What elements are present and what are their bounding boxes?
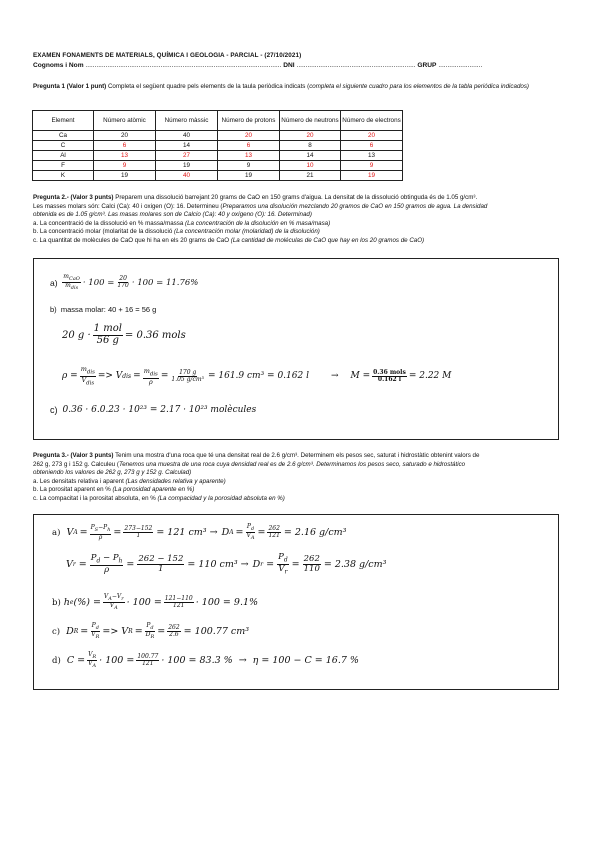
ans3-va-num: P [90,524,95,532]
table-cell: 19 [94,171,156,181]
ans3-da-frac2-num: 262 [268,525,280,533]
ans2-rho-den2: ρ [148,377,153,386]
ans3-he-times: · 100 = [126,597,162,609]
ans2-a-den-sub: dis [70,285,79,292]
ans3-va-frac2 [123,526,153,540]
ans2-a-frac-den: 170 [117,282,129,290]
ans3-he-num-mid: −V [111,593,122,600]
ans3-dr-lhs-sub: r [260,560,264,568]
q2-line2-es: Preparamos una disolución mezclando 20 gramos de CaO en 150 gramos de agua. La densidad [222,202,488,210]
ans3-va-num-s: S [94,527,99,534]
ans3-va-result: = 121 cm³ → [156,527,218,539]
q2-line1: Preparem una dissolució barrejant 20 grams de CaO en 150 grams d'aigua. La densitat de la dissolució obtinguda és de 1.05 g/cm³. [115,194,478,201]
table-cell-answer: 6 [218,141,280,151]
table-cell: 8 [280,141,341,151]
table-cell: F [33,161,94,171]
table-cell: 20 [94,131,156,141]
ans3-he-frac2-den: 121 [173,602,185,610]
ans3-dR-den: V [91,631,96,639]
q1-text-es: completa el siguiente cuadro para los elementos de la tabla periódica indicados) [309,83,529,90]
ans3-C-num: V [88,651,93,658]
ans3-dr-num-sub: d [283,556,288,564]
ans2-b-result: = 0.36 mols [124,329,186,341]
group-label: GRUP [417,62,437,69]
ans2-rho-frac3-num: 170 g [179,368,197,376]
ans3-dr-frac2-den: 110 [303,563,320,574]
ans3-vr-frac2-den: 1 [158,563,164,574]
ans3-da-den: V [246,532,251,540]
ans3-dr-lhs: D [252,558,261,570]
ans3-va-frac [90,525,112,541]
ans2-rho-frac2 [143,368,159,386]
q3-line3-es: obteniendo los valores de 262 g, 273 g y 152 g. Calculad) [33,469,192,477]
ans2-rho-num: m [80,365,87,373]
ans3-da-num-sub: d [250,526,255,533]
student-info-line: Cognoms i Nom ........................................................................................................... DNI ................................................................. GRUP ........................ [33,62,483,69]
ans3-da-result: = 2.16 g/cm³ [283,527,347,539]
ans3-he-num: V [103,593,109,600]
ans3-dR-num: P [91,622,96,629]
ans3-he-num-sub1: A [108,596,112,603]
ans2-a-frac [62,274,81,292]
ans2-rho-mid: => V [97,371,123,382]
ans2-arrow: → [330,371,339,382]
ans3-dr-frac2-num: 262 [303,554,320,565]
q3-title: Pregunta 3.- (Valor 3 punts) [33,452,114,459]
ans2-a-num-sub: CaO [69,276,80,283]
ans3-da-lhs-sub: A [229,529,234,537]
ans2-molar-den: 0.162 l [377,375,402,383]
ans3-eq: = [79,527,88,539]
table-header-row [33,111,403,131]
table-header: Element [33,111,94,131]
ans2-rho-frac3-den: 1.05 g/cm³ [171,375,204,383]
ans2-rho-den: V [81,375,87,384]
ans3-dR-num2-sub: d [150,625,154,632]
ans3-dr-num: P [278,552,284,562]
q3-item-a-es: (Las densidades relativa y aparente) [125,477,226,485]
ans3-vr-frac2 [137,555,184,574]
q3-line2: 262 g, 273 g i 152 g. Calculeu ( [33,460,119,468]
table-cell: Ca [33,131,94,141]
table-cell-answer: 10 [280,161,341,171]
ans3-C-result: · 100 = 83.3 % [161,655,233,667]
table-cell: Al [33,151,94,161]
ans3-he-frac2 [164,596,194,610]
ans3-dR-frac2 [145,623,156,641]
ans2-b-frac [93,324,123,346]
ans3-vr-lhs-sub: r [72,560,76,568]
ans3-dR-den2: D [145,631,151,639]
table-cell: 21 [280,171,341,181]
ans3-vr-num-d: d [96,557,101,565]
ans3-he-den: V [109,602,115,610]
ans3-C-frac2 [136,654,159,668]
ans3-dR-den2-sub: R [150,634,155,641]
ans3-vr: V r = $\frac{P_d - P_h}{\rho}$ = $\frac{262 - 152}{1}$ = 110 cm³ → D r = $\frac{P_d}{V_r}$ = $\frac{262}{110}$ = 2.38 g/cm³ [66,552,387,576]
ans2-b-label: b) [50,305,57,314]
q2-item-b-es: (La concentración molar (molaridad) de la disolución) [174,228,320,236]
ans3-vr-num: P [90,553,97,564]
ans2-c-label: c) [50,405,58,415]
table-row [33,171,403,181]
q3-line1: Tenim una mostra d'una roca que té una densitat real de 2.6 g/cm³. Determinem els pesos sec, saturat i hidrostàtic obtenint valors de [115,452,480,459]
table-cell-answer: 27 [156,151,218,161]
ans3-C-den-sub: A [92,663,97,670]
table-cell: 9 [218,161,280,171]
table-cell: 19 [218,171,280,181]
ans3-he-result: · 100 = 9.1% [195,597,259,609]
table-row [33,161,403,171]
ans3-dR-mid: => V [102,626,129,638]
ans2-rho: ρ = $\frac{m_{dis}}{V_{dis}}$ => V dis = $\frac{m_{dis}}{\rho}$ = $\frac{170 g}{\text{1.05 g/cm³}}$ = 161.9 cm³ = 0.162 l → M = $\frac{\text{0.36 mols}}{0.162 l}$ = 2.22 M [62,365,452,387]
ans2-c [50,405,256,415]
ans3-da-den-sub: A [250,535,255,542]
q3-line2-es: Tenemos una muestra de una roca cuya densidad real es de 2.6 g/cm³. Determinamos los pesos seco, saturado e hidrostático [119,460,466,468]
q3-item-b-es: (La porosidad aparente en %) [112,486,195,494]
table-cell-answer: 19 [341,171,403,181]
table-cell-answer: 20 [280,131,341,141]
ans3-d-label: d) [52,655,61,666]
ans3-dR-mid-sub: R [128,628,133,636]
q1-title: Pregunta 1 (Valor 1 punt) [33,83,107,90]
ans3-dR-frac3-den: 2.6 [169,631,179,639]
ans2-a-times: · 100 = [82,277,115,288]
ans2-rho-eq: = [133,371,141,382]
ans3-vr-frac2-num: 262 − 152 [138,554,184,565]
ans2-b-text: massa molar: 40 + 16 = 56 g [60,305,157,314]
ans3-C-frac [87,652,97,670]
q2-item-a: a. La concentració de la dissolució en % massa/massa [33,219,184,227]
ans2-c-text: 0.36 · 6.0.23 · 10²³ = 2.17 · 10²³ molècules [62,405,257,415]
table-header: Número atòmic [94,111,156,131]
table-cell-answer: 6 [341,141,403,151]
table-row [33,141,403,151]
ans3-da-frac [246,524,256,542]
ans3-va-den: ρ [98,533,103,541]
ans3-dR-frac [90,623,100,641]
table-cell-answer: 9 [341,161,403,171]
question-2 [33,194,573,246]
ans3-va: a) V A = $\frac{P_S-P_h}{\rho}$ = $\frac{273-152}{1}$ = 121 cm³ → D A = $\frac{P_d}{V_A}$ = $\frac{262}{121}$ = 2.16 g/cm³ [52,523,347,542]
ans3-va-num-h: h [107,527,111,534]
ans3-va-frac2-num: 273−152 [124,525,153,533]
ans3-dr-frac [277,553,289,576]
name-label: Cognoms i Nom [33,62,84,69]
q1-text: Completa el següent quadre pels elements de la taula periòdica indicats ( [107,83,310,90]
ans3-b-label: b) [52,597,61,608]
ans3-dR-lhs: D [66,626,74,638]
ans3-va-lhs-sub: A [73,529,78,537]
q2-item-c-es: (La cantidad de moléculas de CaO que hay en los 20 gramos de CaO) [230,236,425,244]
ans3-C-frac2-den: 121 [142,660,154,668]
ans2-a-result: · 100 = 11.76% [131,277,199,288]
ans3-dr-result: = 2.38 g/cm³ [323,558,387,570]
ans2-b-den: 56 g [96,334,119,346]
ans3-he-den-sub: A [114,605,118,612]
ans3-dR-lhs-sub: R [73,628,79,636]
table-cell: 13 [341,151,403,161]
ans3-c-label: c) [52,626,61,637]
ans3-dR-num2: P [146,622,151,629]
ans3-da-frac2-den: 121 [268,532,280,540]
ans3-va-frac2-den: 1 [136,532,141,540]
ans2-b [50,305,156,314]
q2-item-b: b. La concentració molar (molaritat de la dissolució [33,228,173,236]
ans3-dR-num-sub: d [95,625,99,632]
q3-item-b: b. La porositat aparent en % [33,486,111,494]
ans2-a-label: a) [50,277,58,288]
ans2-molar-lhs: M = [350,371,371,382]
ans3-eta: η = 100 − C = 16.7 % [252,655,359,667]
ans2-rho-den-sub: dis [86,380,95,387]
q3-item-c: c. La compacitat i la porositat absoluta, en % [33,494,156,502]
ans3-C-frac2-num: 100.77 [137,653,159,661]
ans2-a [50,274,198,292]
table-cell-answer: 40 [156,171,218,181]
q2-line3-es: obtenida es de 1.05 g/cm³. Las masas molares son de Calcio (Ca): 40 y oxígeno (O): 16. Determinad) [33,211,312,219]
ans2-rho-mid-sub: dis [122,372,132,380]
ans3-he-num-sub2: r [121,596,124,603]
q3-item-a: a. Les densitats relativa i aparent [33,477,124,485]
table-cell-answer: 20 [341,131,403,141]
ans3-va-lhs: V [66,527,74,539]
table-cell: 14 [156,141,218,151]
ans3-va-minus: −P [98,524,108,532]
ans2-a-frac-num: 20 [119,275,127,283]
ans2-rho-result: = 161.9 cm³ = 0.162 l [207,371,309,382]
ans3-C [52,652,359,670]
q2-line2: Les masses molars són: Calci (Ca): 40 i oxigen (O): 16. Determineu ( [33,202,223,210]
ans2-rho-num-sub: dis [86,369,95,376]
ans2-molar-result: = 2.22 M [408,371,452,382]
ans3-vr-lhs: V [66,558,73,570]
ans2-molar-frac [372,370,407,384]
q2-item-a-es: (La concentración de la disolución en % masa/masa) [185,219,331,227]
ans3-C-den: V [88,660,93,668]
ans2-rho-frac3 [170,370,205,384]
ans3-dR-frac3-num: 262 [168,624,180,632]
ans3-he [52,594,258,612]
exam-title: EXAMEN FONAMENTS DE MATERIALS, QUÍMICA I GEOLOGIA - PARCIAL - (27/10/2021) [33,52,302,59]
ans3-C-num-sub: R [92,654,97,661]
ans3-vr-minus: − P [103,553,119,564]
ans2-b-num: 1 mol [93,323,122,334]
ans3-dr-den: V [278,563,285,574]
table-cell: 14 [280,151,341,161]
ans3-dR-result: = 100.77 cm³ [183,626,250,638]
table-header: Número màssic [156,111,218,131]
question-1 [33,83,573,92]
table-cell-answer: 6 [94,141,156,151]
ans3-C-times: · 100 = [99,655,135,667]
ans2-a-frac2 [116,276,129,290]
table-cell: C [33,141,94,151]
ans3-dr-den-sub: r [284,568,288,576]
ans2-rho-lhs: ρ = [62,371,78,382]
ans2-a-num: m [63,273,69,280]
elements-table [32,110,403,181]
ans3-dR-frac3 [167,625,180,639]
ans3-da-frac2 [267,526,280,540]
q2-item-c: c. La quantitat de molècules de CaO que hi ha en els 20 grams de CaO [33,236,230,244]
ans3-vr-den: ρ [104,565,110,576]
ans3-dR-den-sub: R [95,634,100,641]
table-header: Número de electrons [341,111,403,131]
table-cell-answer: 20 [218,131,280,141]
ans3-da-num: P [246,523,251,530]
table-cell-answer: 13 [218,151,280,161]
ans3-dR: c) D R = $\frac{P_d}{V_R}$ => V R = $\frac{P_d}{D_R}$ = $\frac{262}{2.6}$ = 100.77 cm³ [52,622,250,641]
ans3-dr-frac2 [303,555,321,574]
ans3-he-pct: (%) = [73,597,101,609]
ans2-rho-frac [80,366,96,387]
table-row [33,131,403,141]
ans2-b-calc [62,324,186,346]
ans3-da-lhs: D [221,527,230,539]
table-cell: 40 [156,131,218,141]
ans3-vr-frac [90,554,124,575]
ans2-a-den: m [65,282,71,290]
table-cell: 19 [156,161,218,171]
question-3 [33,452,573,504]
ans3-vr-result: = 110 cm³ → [187,558,249,570]
ans2-rho-num2: m [143,366,150,375]
table-row [33,151,403,161]
ans3-he-frac2-num: 121−110 [164,595,193,603]
table-header: Número de neutrons [280,111,341,131]
ans2-molar-num: 0.36 mols [373,368,406,376]
ans3-he-frac [103,594,125,612]
table-cell-answer: 13 [94,151,156,161]
ans3-C-arrow: → [238,655,247,667]
table-cell-answer: 9 [94,161,156,171]
ans2-b-lhs: 20 g · [62,329,91,341]
ans3-he-lhs: h [63,597,70,609]
q2-title: Pregunta 2.- (Valor 3 punts) [33,194,114,201]
ans3-he-lhs-sub: e [69,599,74,607]
ans3-vr-num-h: h [118,557,123,565]
table-header: Número de protons [218,111,280,131]
table-cell: K [33,171,94,181]
ans3-C-lhs: C = [66,655,86,667]
q3-item-c-es: (La compacidad y la porosidad absoluta en %) [157,494,285,502]
ans3-a-label: a) [52,527,61,538]
ans2-rho-num2-sub: dis [149,370,158,377]
dni-label: DNI [283,62,295,69]
